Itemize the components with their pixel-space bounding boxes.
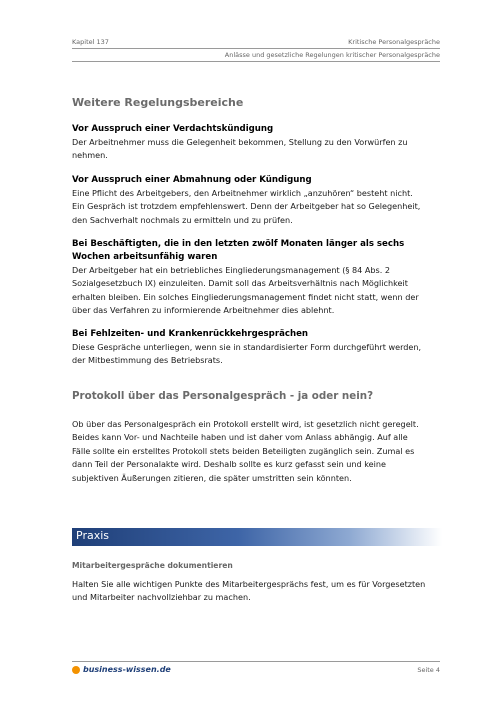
paragraph-line: Halten Sie alle wichtigen Punkte des Mitarbeitergesprächs fest, um es für Vorgesetzten	[72, 579, 426, 589]
regelung-item-line: Diese Gespräche unterliegen, wenn sie in standardisierter Form durchgeführt werden,	[72, 342, 422, 352]
regelung-item-title: Vor Ausspruch einer Abmahnung oder Kündigung	[72, 175, 312, 185]
section-heading-regelungsbereiche: Weitere Regelungsbereiche	[72, 96, 244, 109]
paragraph-line: subjektiven Äußerungen zitieren, die später umstritten sein könnten.	[72, 472, 352, 483]
paragraph-line: Ob über das Personalgespräch ein Protokoll erstellt wird, ist gesetzlich nicht geregelt.	[72, 419, 419, 429]
paragraph-line: Fälle sollte ein erstelltes Protokoll stets beiden Beteiligten zugänglich sein. Zumal es	[72, 445, 415, 456]
brand-logo[interactable]	[72, 665, 171, 674]
regelung-item-line: über das Verfahren zu informierende Arbeitnehmer dies ablehnt.	[72, 305, 335, 316]
regelung-item	[72, 174, 442, 227]
regelung-item-title: Bei Beschäftigten, die in den letzten zwölf Monaten länger als sechs Wochen arbeitsunfähig waren	[72, 239, 405, 262]
footer-divider	[72, 661, 440, 662]
paragraph-line: Beides kann Vor- und Nachteile haben und ist daher vom Anlass abhängig. Auf alle	[72, 432, 408, 443]
regelung-item-title: Vor Ausspruch einer Verdachtskündigung	[72, 124, 274, 134]
regelung-item	[72, 328, 442, 368]
protokoll-paragraph	[72, 418, 444, 485]
praxis-paragraph	[72, 578, 444, 605]
praxis-label: Praxis	[76, 529, 109, 542]
praxis-banner	[72, 528, 442, 546]
regelung-item	[72, 238, 442, 318]
page-number: Seite 4	[417, 666, 440, 674]
regelung-item-title: Bei Fehlzeiten- und Krankenrückkehrgesprächen	[72, 329, 309, 339]
logo-dot-icon	[72, 666, 80, 674]
praxis-subheading: Mitarbeitergespräche dokumentieren	[72, 561, 233, 570]
logo-text: business-wissen.de	[83, 665, 171, 674]
regelung-item	[72, 123, 442, 163]
paragraph-line: und Mitarbeiter nachvollziehbar zu machen.	[72, 592, 251, 603]
regelung-item-line: erhalten bleiben. Ein solches Eingliederungsmanagement findet nicht statt, wenn der	[72, 291, 419, 302]
regelung-item-line: Der Arbeitgeber hat ein betriebliches Eingliederungsmanagement (§ 84 Abs. 2	[72, 265, 391, 275]
header-divider	[72, 48, 440, 49]
document-subtitle: Anlässe und gesetzliche Regelungen kritischer Personalgespräche	[224, 51, 440, 59]
document-title: Kritische Personalgespräche	[348, 38, 440, 46]
regelung-item-line: nehmen.	[72, 150, 108, 161]
section-heading-protokoll: Protokoll über das Personalgespräch - ja oder nein?	[72, 390, 374, 402]
regelung-item-line: Ein Gespräch ist trotzdem empfehlenswert. Denn der Arbeitgeber hat so Gelegenheit,	[72, 201, 421, 212]
chapter-label: Kapitel 137	[72, 38, 109, 46]
header-divider-secondary	[72, 61, 440, 62]
regelung-item-line: den Sachverhalt nochmals zu ermitteln und zu prüfen.	[72, 214, 293, 225]
regelung-item-line: der Mitbestimmung des Betriebsrats.	[72, 355, 223, 366]
regelung-item-line: Der Arbeitnehmer muss die Gelegenheit bekommen, Stellung zu den Vorwürfen zu	[72, 137, 408, 147]
regelung-item-line: Sozialgesetzbuch IX) einzuleiten. Damit soll das Arbeitsverhältnis nach Möglichkeit	[72, 278, 408, 289]
paragraph-line: dann Teil der Personalakte wird. Deshalb sollte es kurz gefasst sein und keine	[72, 459, 386, 470]
regelung-item-line: Eine Pflicht des Arbeitgebers, den Arbeitnehmer wirklich „anzuhören“ besteht nicht.	[72, 188, 413, 198]
